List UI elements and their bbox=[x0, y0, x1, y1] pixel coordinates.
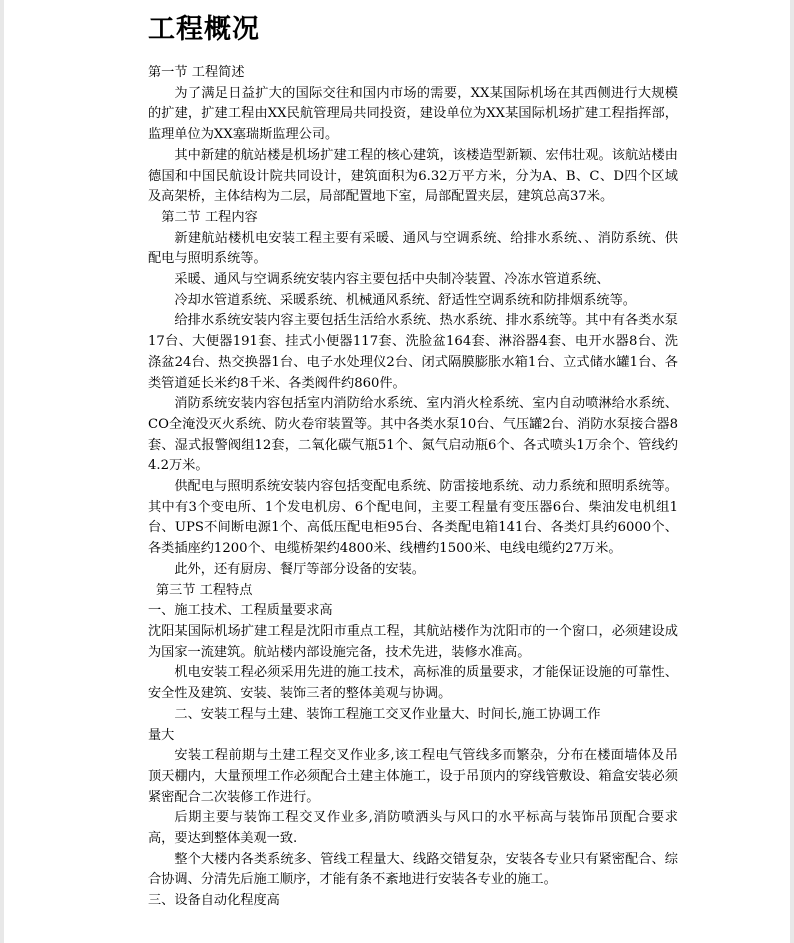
section-heading: 沈阳某国际机场扩建工程是沈阳市重点工程，其航站楼作为沈阳市的一个窗口，必须建设成为国家一流建筑。航站楼内部设施完备，技术先进，装修水准高。 bbox=[148, 623, 678, 660]
body-paragraph: 供配电与照明系统安装内容包括变配电系统、防雷接地系统、动力系统和照明系统等。其中有3个变电所、1个发电机房、6个配电间，主要工程量有变压器6台、柴油发电机组1台、UPS不间断电源1个、高低压配电柜95台、各类配电箱141台、各类灯具约6000个、各类插座约1200个、电缆桥架约4800米、线槽约1500米、电线电缆约27万米。 bbox=[148, 479, 678, 557]
body-paragraph: 采暖、通风与空调系统安装内容主要包括中央制冷装置、冷冻水管道系统、 bbox=[174, 272, 610, 288]
body-paragraph: 给排水系统安装内容主要包括生活给水系统、热水系统、排水系统等。其中有各类水泵17台、大便器191套、挂式小便器117套、洗脸盆164套、淋浴器4套、电开水器8台、洗涤盆24台、热交换器1台、电子水处理仪2台、闭式隔膜膨胀水箱1台、立式储水罐1台、各类管道延长米约8千米、各类阀件约860件。 bbox=[148, 313, 678, 391]
section-heading: 第一节 工程简述 bbox=[148, 65, 245, 80]
body-paragraph: 后期主要与装饰工程交叉作业多,消防喷洒头与风口的水平标高与装饰吊顶配合要求高，要达到整体美观一致. bbox=[148, 810, 678, 847]
page-edge-right bbox=[790, 0, 794, 943]
body-paragraph: 消防系统安装内容包括室内消防给水系统、室内消火栓系统、室内自动喷淋给水系统、CO全淹没灭火系统、防火卷帘装置等。其中各类水泵10台、气压罐2台、消防水泵接合器8套、湿式报警阀组12套，二氧化碳气瓶51个、氮气启动瓶6个、各式喷头1万余个、管线约4.2万米。 bbox=[148, 396, 678, 474]
body-paragraph: 二、安装工程与土建、装饰工程施工交叉作业量大、时间长,施工协调工作 bbox=[174, 706, 601, 722]
section-heading: 第二节 工程内容 bbox=[161, 209, 258, 225]
body-paragraph: 机电安装工程必须采用先进的施工技术，高标准的质量要求，才能保证设施的可靠性、安全性及建筑、安装、装饰三者的整体美观与协调。 bbox=[148, 665, 678, 702]
section-heading: 量大 bbox=[148, 727, 175, 743]
body-paragraph: 安装工程前期与土建工程交叉作业多,该工程电气管线多而繁杂，分布在楼面墙体及吊顶天棚内，大量预埋工作必须配合土建主体施工，设于吊顶内的穿线管敷设、箱盒安装必须紧密配合二次装修工作进行。 bbox=[148, 748, 678, 805]
body-paragraph: 新建航站楼机电安装工程主要有采暖、通风与空调系统、给排水系统、、消防系统、供配电与照明系统等。 bbox=[148, 230, 678, 267]
body-paragraph: 为了满足日益扩大的国际交往和国内市场的需要，XX某国际机场在其西侧进行大规模的扩建，扩建工程由XX民航管理局共同投资，建设单位为XX某国际机场扩建工程指挥部，监理单位为XX塞瑞斯监理公司。 bbox=[148, 85, 678, 143]
section-heading: 一、施工技术、工程质量要求高 bbox=[148, 603, 333, 619]
section-heading: 三、设备自动化程度高 bbox=[148, 893, 280, 909]
body-paragraph: 整个大楼内各类系统多、管线工程量大、线路交错复杂，安装各专业只有紧密配合、综合协调、分清先后施工顺序，才能有条不紊地进行安装各专业的施工。 bbox=[148, 851, 678, 888]
body-paragraph: 其中新建的航站楼是机场扩建工程的核心建筑，该楼造型新颖、宏伟壮观。该航站楼由德国和中国民航设计院共同设计，建筑面积为6.32万平方米，分为A、B、C、D四个区域及高架桥，主体结构为二层，局部配置地下室，局部配置夹层，建筑总高37米。 bbox=[148, 147, 678, 205]
page-edge-left bbox=[0, 0, 4, 943]
document-page bbox=[148, 0, 678, 912]
document-body bbox=[148, 63, 678, 912]
body-paragraph: 此外，还有厨房、餐厅等部分设备的安装。 bbox=[174, 561, 425, 577]
document-title: 工程概况 bbox=[148, 14, 260, 45]
body-paragraph: 冷却水管道系统、采暖系统、机械通风系统、舒适性空调系统和防排烟系统等。 bbox=[174, 292, 636, 308]
section-heading: 第三节 工程特点 bbox=[155, 582, 253, 598]
